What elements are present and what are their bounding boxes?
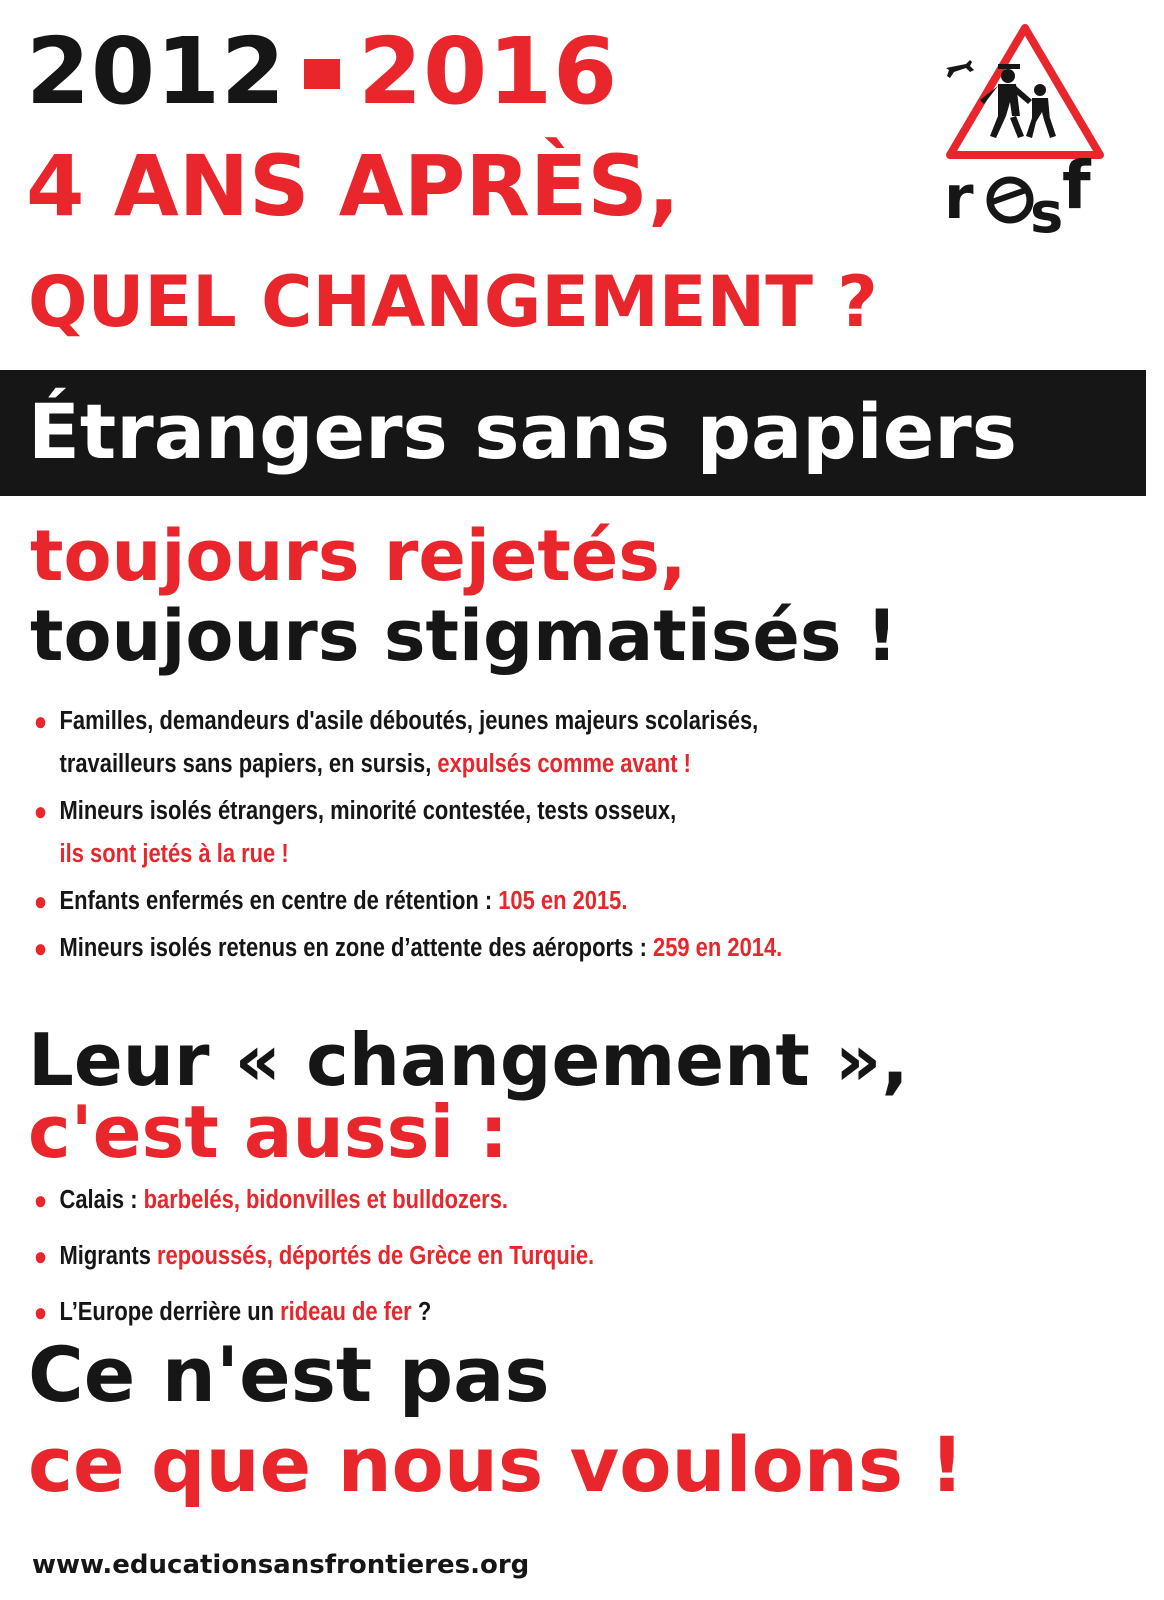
bullet-icon: ● bbox=[33, 706, 48, 736]
section2-heading-line1: Leur « changement », bbox=[28, 1018, 909, 1102]
bullet-text: Mineurs isolés étrangers, minorité contestée, tests osseux, bbox=[59, 797, 677, 825]
resf-logo bbox=[940, 20, 1110, 235]
bullet-icon: ● bbox=[33, 1185, 48, 1215]
logo-letter-s: s bbox=[1030, 181, 1064, 235]
bullet-text: Mineurs isolés retenus en zone d’attente des aéroports : bbox=[59, 934, 654, 962]
bullet-highlight: ils sont jetés à la rue ! bbox=[59, 840, 289, 868]
logo-letter-r: r bbox=[944, 163, 974, 233]
plane-icon bbox=[946, 60, 974, 78]
bullet-icon: ● bbox=[33, 1297, 48, 1327]
list-item bbox=[32, 1228, 1047, 1284]
school-crossing-sign-icon bbox=[940, 20, 1110, 235]
section2-heading-line2: c'est aussi : bbox=[28, 1090, 508, 1174]
year-dash bbox=[304, 59, 340, 89]
section1-heading-line1: toujours rejetés, bbox=[30, 515, 687, 597]
list-item bbox=[32, 1172, 1047, 1228]
bullet-highlight: 105 en 2015. bbox=[498, 887, 628, 915]
subtitle-four-years: 4 ANS APRÈS, bbox=[26, 137, 680, 235]
bullet-text: ? bbox=[411, 1298, 432, 1326]
section1-bullet-list bbox=[32, 700, 1164, 970]
bullet-highlight: barbelés, bidonvilles et bulldozers. bbox=[143, 1186, 509, 1214]
closing-line2: ce que nous voulons ! bbox=[28, 1420, 965, 1509]
banner-title: Étrangers sans papiers bbox=[28, 387, 1017, 476]
subtitle-quel-changement: QUEL CHANGEMENT ? bbox=[28, 261, 878, 343]
footer-website-link[interactable]: www.educationsansfrontieres.org bbox=[32, 1550, 530, 1580]
list-item bbox=[32, 790, 1047, 876]
section1-heading-line2: toujours stigmatisés ! bbox=[30, 595, 898, 677]
years-title bbox=[26, 18, 619, 125]
bullet-icon: ● bbox=[33, 886, 48, 916]
list-item bbox=[32, 927, 1047, 970]
section2-bullet-list bbox=[32, 1172, 1164, 1340]
list-item bbox=[32, 700, 1047, 786]
bullet-highlight: repoussés, déportés de Grèce en Turquie. bbox=[156, 1242, 595, 1270]
bullet-icon: ● bbox=[33, 933, 48, 963]
list-item bbox=[32, 880, 1047, 923]
bullet-text: Familles, demandeurs d'asile déboutés, jeunes majeurs scolarisés, bbox=[59, 707, 759, 735]
year-end: 2016 bbox=[358, 18, 619, 125]
bullet-text: travailleurs sans papiers, en sursis, bbox=[59, 750, 438, 778]
bullet-highlight: 259 en 2014. bbox=[653, 934, 783, 962]
year-start: 2012 bbox=[26, 18, 287, 125]
bullet-icon: ● bbox=[33, 796, 48, 826]
closing-line1: Ce n'est pas bbox=[28, 1330, 550, 1419]
bullet-text: Enfants enfermés en centre de rétention : bbox=[59, 887, 499, 915]
bullet-icon: ● bbox=[33, 1241, 48, 1271]
bullet-highlight: rideau de fer bbox=[280, 1298, 412, 1326]
bullet-text: Calais : bbox=[59, 1186, 144, 1214]
bullet-text: Migrants bbox=[59, 1242, 157, 1270]
bullet-highlight: expulsés comme avant ! bbox=[437, 750, 691, 778]
logo-letter-f: f bbox=[1062, 147, 1091, 224]
bullet-text: L’Europe derrière un bbox=[59, 1298, 281, 1326]
